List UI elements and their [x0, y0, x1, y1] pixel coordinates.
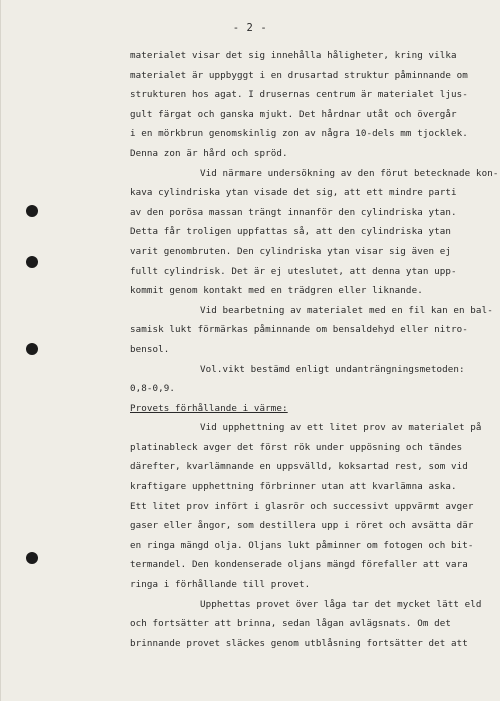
text-line: materialet är uppbyggt i en drusartad struktur påminnande om [130, 69, 468, 81]
punch-hole [26, 552, 38, 564]
text-line: varit genombruten. Den cylindriska ytan visar sig även ej [130, 245, 451, 257]
text-line: en ringa mängd olja. Oljans lukt påminner om fotogen och bit- [130, 539, 474, 551]
punch-hole [26, 343, 38, 355]
text-line: Vid bearbetning av materialet med en fil kan en bal- [200, 304, 493, 316]
text-line: ringa i förhållande till provet. [130, 579, 311, 591]
text-line: kava cylindriska ytan visade det sig, att ett mindre parti [130, 187, 457, 199]
text-line: kommit genom kontakt med en trädgren eller liknande. [130, 285, 423, 297]
punch-hole [26, 256, 38, 268]
text-line: platinableck avger det först rök under uppösning och tändes [130, 441, 463, 453]
text-line: strukturen hos agat. I drusernas centrum är materialet ljus- [130, 89, 468, 101]
text-line: Detta får troligen uppfattas så, att den cylindriska ytan [130, 226, 451, 238]
text-line: fullt cylindrisk. Det är ej uteslutet, att denna ytan upp- [130, 265, 457, 277]
text-line: Vol.vikt bestämd enligt undanträngningsmetoden: [200, 363, 465, 375]
text-line: och fortsätter att brinna, sedan lågan avlägsnats. Om det [130, 618, 451, 630]
text-line: kraftigare upphettning förbrinner utan att kvarlämna aska. [130, 481, 457, 493]
document-body [130, 46, 499, 653]
text-line: samisk lukt förmärkas påminnande om bensaldehyd eller nitro- [130, 324, 468, 336]
text-line: termandel. Den kondenserade oljans mängd förefaller att vara [130, 559, 468, 571]
text-line: 0,8-0,9. [130, 383, 176, 395]
punch-hole [26, 205, 38, 217]
text-line: Vid närmare undersökning av den förut betecknade kon- [200, 167, 499, 179]
text-line: materialet visar det sig innehålla håligheter, kring vilka [130, 50, 457, 61]
text-line: gult färgat och ganska mjukt. Det hårdnar utåt och övergår [130, 108, 457, 120]
text-line: Ett litet prov infört i glasrör och successivt uppvärmt avger [130, 500, 474, 512]
text-line: av den porösa massan trängt innanför den cylindriska ytan. [130, 206, 457, 218]
text-line: Denna zon är hård och spröd. [130, 147, 288, 159]
text-line: Vid upphettning av ett litet prov av materialet på [200, 422, 482, 434]
section-heading: Provets förhållande i värme: [130, 402, 288, 414]
page-number: - 2 - [232, 22, 268, 34]
text-line: gaser eller ångor, som destillera upp i röret och avsätta där [130, 520, 474, 532]
text-line: i en mörkbrun genomskinlig zon av några 10-dels mm tjocklek. [130, 128, 468, 140]
text-line: därefter, kvarlämnande en uppsvälld, koksartad rest, som vid [130, 461, 468, 473]
text-line: bensol. [130, 343, 170, 355]
text-line: brinnande provet släckes genom utblåsning fortsätter det att [130, 637, 468, 649]
text-line: Upphettas provet över låga tar det mycket lätt eld [200, 598, 482, 610]
